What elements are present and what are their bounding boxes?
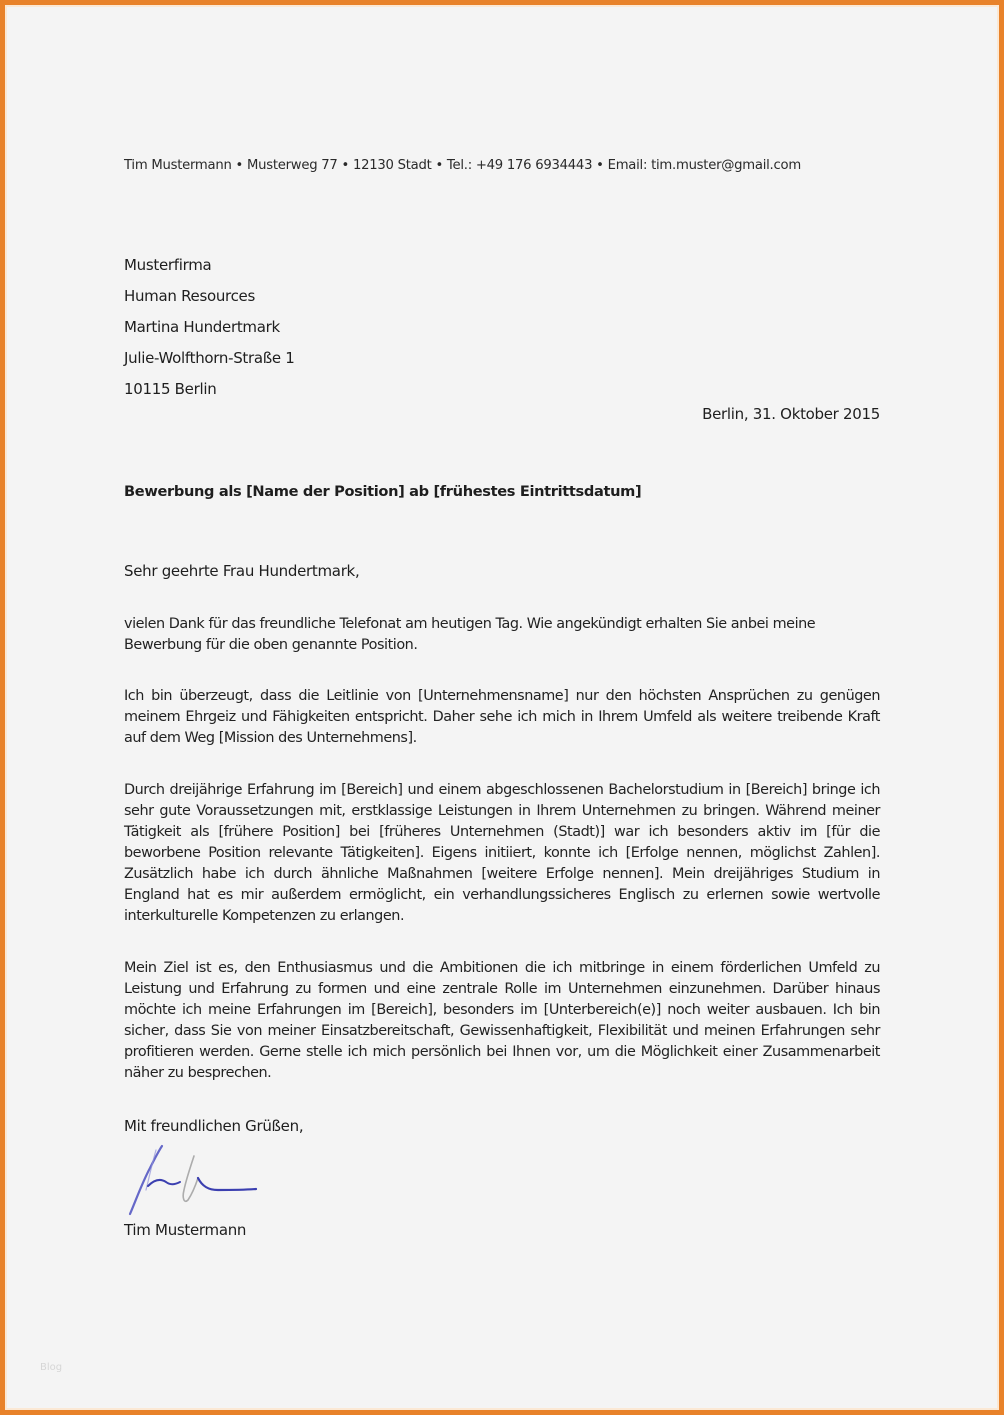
signature-icon bbox=[118, 1138, 263, 1220]
letter-salutation: Sehr geehrte Frau Hundertmark, bbox=[124, 562, 360, 580]
letter-date: Berlin, 31. Oktober 2015 bbox=[702, 405, 880, 423]
watermark-text: Blog bbox=[40, 1362, 63, 1373]
recipient-street: Julie-Wolfthorn-Straße 1 bbox=[124, 349, 295, 367]
recipient-contact-person: Martina Hundertmark bbox=[124, 318, 280, 336]
sender-contact-line: Tim Mustermann • Musterweg 77 • 12130 Stadt • Tel.: +49 176 6934443 • Email: tim.muster@gmail.com bbox=[124, 158, 801, 173]
signer-name: Tim Mustermann bbox=[124, 1221, 247, 1239]
letter-closing: Mit freundlichen Grüßen, bbox=[124, 1117, 304, 1135]
recipient-address-block bbox=[124, 250, 295, 405]
body-paragraph: Ich bin überzeugt, dass die Leitlinie von [Unternehmensname] nur den höchsten Ansprüchen zu genügen meinem Ehrgeiz und Fähigkeiten entspricht. Daher sehe ich mich in Ihrem Umfeld als weitere treibende Kraft auf dem Weg [Mission des Unternehmens]. bbox=[124, 688, 880, 746]
letter-subject: Bewerbung als [Name der Position] ab [frühestes Eintrittsdatum] bbox=[124, 483, 642, 500]
recipient-department: Human Resources bbox=[124, 287, 255, 305]
recipient-company: Musterfirma bbox=[124, 256, 212, 274]
recipient-city: 10115 Berlin bbox=[124, 380, 217, 398]
body-paragraph: vielen Dank für das freundliche Telefonat am heutigen Tag. Wie angekündigt erhalten Sie anbei meine Bewerbung für die oben genannte Position. bbox=[124, 616, 816, 653]
body-paragraph: Mein Ziel ist es, den Enthusiasmus und die Ambitionen die ich mitbringe in einem förderlichen Umfeld zu Leistung und Erfahrung zu formen und eine zentrale Rolle im Unternehmen einzunehmen. Darüber hinaus möchte ich meine Erfahrungen im [Bereich], besonders im [Unterbereich(e)] noch weiter ausbauen. Ich bin sicher, dass Sie von meiner Einsatzbereitschaft, Gewissenhaftigkeit, Flexibilität und meinen Erfahrungen sehr profitieren werden. Gerne stelle ich mich persönlich bei Ihnen vor, um die Möglichkeit einer Zusammenarbeit näher zu besprechen. bbox=[124, 960, 880, 1081]
body-paragraph: Durch dreijährige Erfahrung im [Bereich] und einem abgeschlossenen Bachelorstudium in [Bereich] bringe ich sehr gute Voraussetzungen mit, erstklassige Leistungen in Ihrem Unternehmen zu bringen. Während meiner Tätigkeit als [frühere Position] bei [früheres Unternehmen (Stadt)] war ich besonders aktiv im [für die beworbene Position relevante Tätigkeiten]. Eigens initiiert, konnte ich [Erfolge nennen, möglichst Zahlen]. Zusätzlich habe ich durch ähnliche Maßnahmen [weitere Erfolge nennen]. Mein dreijähriges Studium in England hat es mir außerdem ermöglicht, ein verhandlungssicheres Englisch zu erlernen sowie wertvolle interkulturelle Kompetenzen zu erlangen. bbox=[124, 782, 880, 924]
